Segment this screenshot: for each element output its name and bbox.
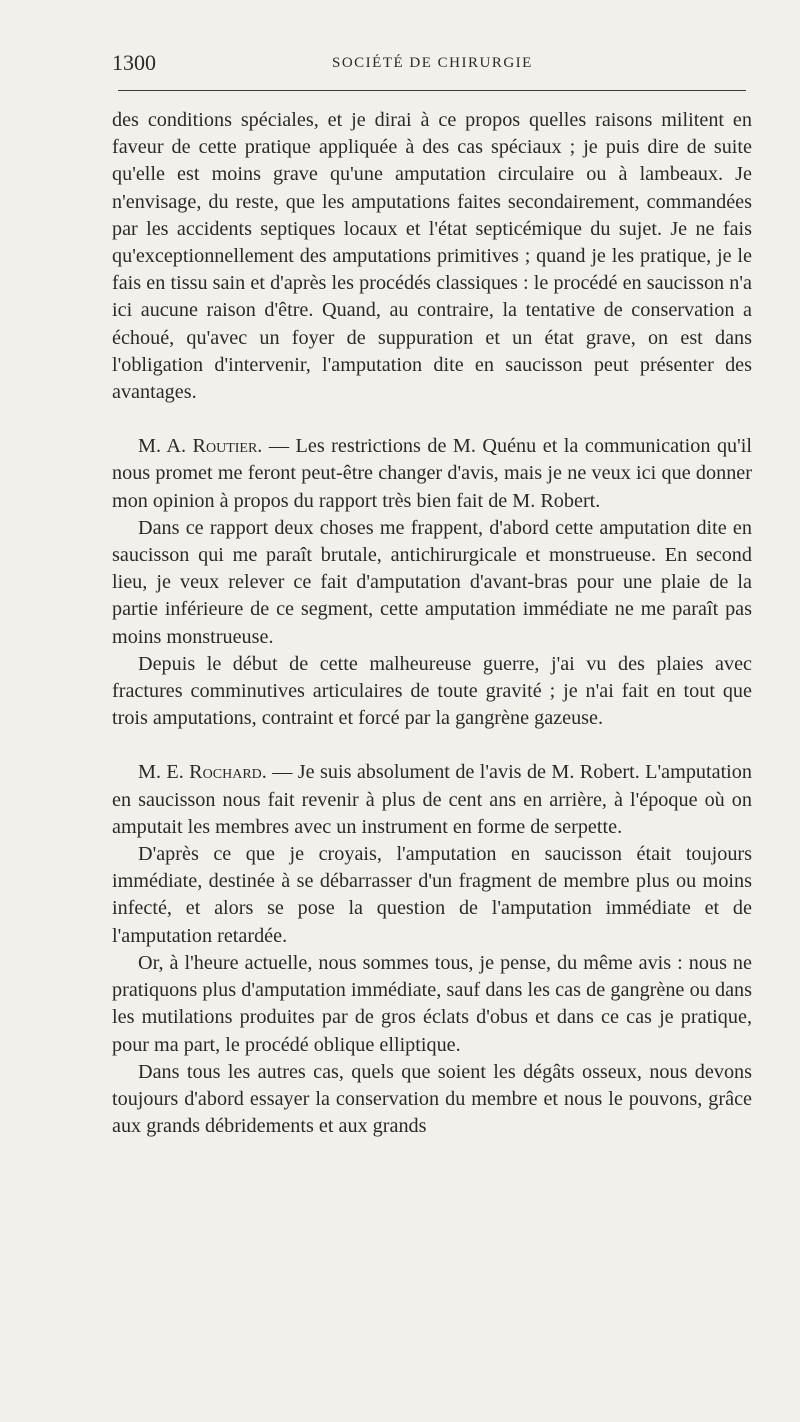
rochard-text-1: — Je suis absolument de l'avis de M. Robert. L'amputation en saucisson nous fait revenir à plus de cent ans en arrière, à l'époque où on amputait les membres avec un instrument en forme de serpette. [112, 761, 752, 838]
routier-text-1: — Les restrictions de M. Quénu et la communication qu'il nous promet me feront peut-être changer d'avis, mais je ne veux ici que donner mon opinion à propos du rapport très bien fait de M. Robert. [112, 435, 752, 512]
page [112, 46, 752, 1140]
paragraph-rochard-4: Dans tous les autres cas, quels que soient les dégâts osseux, nous devons toujours d'abord essayer la conservation du membre et nous le pouvons, grâce aux grands débridements et aux grands [112, 1060, 752, 1138]
body-text [112, 107, 752, 1140]
paragraph-routier-3: Depuis le début de cette malheureuse guerre, j'ai vu des plaies avec fractures comminutives articulaires de toute gravité ; je n'ai fait en tout que trois amputations, contraint et forcé par la gangrène gazeuse. [112, 652, 752, 730]
running-title: SOCIÉTÉ DE CHIRURGIE [332, 55, 533, 71]
paragraph-routier-2: Dans ce rapport deux choses me frappent, d'abord cette amputation dite en saucisson qui me paraît brutale, antichirurgicale et monstrueuse. En second lieu, je veux relever ce fait d'amputation d'avant-bras pour une plaie de la partie inférieure de ce segment, cette amputation immédiate ne me paraît pas moins monstrueuse. [112, 516, 752, 648]
running-head [112, 46, 752, 80]
paragraph-rochard-3: Or, à l'heure actuelle, nous sommes tous, je pense, du même avis : nous ne pratiquons plus d'amputation immédiate, sauf dans les cas de gangrène ou dans les mutilations produites par de gros éclats d'obus et dans ce cas je pratique, pour ma part, le procédé oblique elliptique. [112, 951, 752, 1056]
paragraph-rochard-1 [112, 759, 752, 841]
speaker-rochard: M. E. Rochard. [138, 761, 267, 784]
header-rule [118, 90, 746, 91]
paragraph-rochard-2: D'après ce que je croyais, l'amputation en saucisson était toujours immédiate, destinée à se débarrasser d'un fragment de membre plus ou moins infecté, et alors se pose la question de l'amputation immédiate et de l'amputation retardée. [112, 843, 752, 947]
paragraph-continuation: des conditions spéciales, et je dirai à ce propos quelles raisons militent en faveur de cette pratique appliquée à des cas spéciaux ; je puis dire de suite qu'elle est moins grave qu'une amputation circulaire ou à lambeaux. Je n'envisage, du reste, que les amputations faites secondairement, commandées par les accidents septiques locaux et l'état septicémique du sujet. Je ne fais qu'exceptionnellement des amputations primitives ; quand je les pratique, je le fais en tissu sain et d'après les procédés classiques : le procédé en saucisson n'a ici aucune raison d'être. Quand, au contraire, la tentative de conservation a échoué, qu'avec un foyer de suppuration et un état grave, on est dans l'obligation d'intervenir, l'amputation dite en saucisson peut présenter des avantages. [112, 109, 752, 404]
speaker-routier: M. A. Routier. [138, 435, 263, 458]
page-number: 1300 [112, 50, 156, 75]
paragraph-routier-1 [112, 433, 752, 515]
